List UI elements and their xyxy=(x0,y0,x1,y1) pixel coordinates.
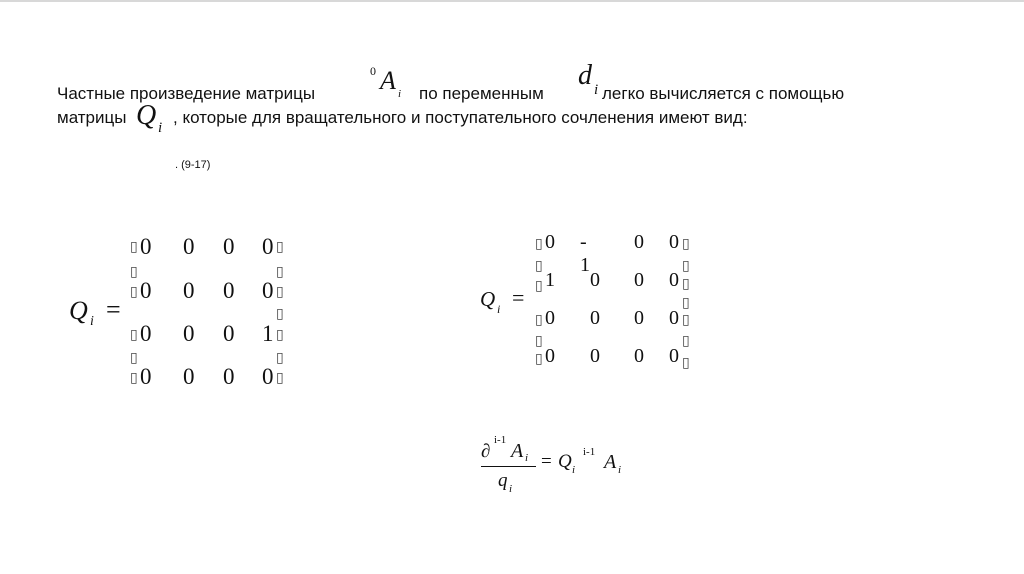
matrix-right-equals: = xyxy=(512,285,525,310)
matrix-cell: 0 xyxy=(545,231,555,253)
matrix-cell: 0 xyxy=(590,269,600,291)
bracket-left: ▯ xyxy=(535,258,543,274)
matrix-left-Q: Q xyxy=(69,296,88,325)
matrix-cell: 0 xyxy=(634,269,644,291)
matrix-cell: 0 xyxy=(140,234,152,259)
bracket-left: ▯ xyxy=(535,333,543,349)
rhs-Q: Q xyxy=(558,451,572,472)
A-subscript: i xyxy=(398,88,402,100)
d-symbol: d xyxy=(578,60,592,91)
A-superscript: 0 xyxy=(370,64,376,78)
numerator-superscript: i-1 xyxy=(494,434,507,446)
bracket-right: ▯ xyxy=(682,355,690,371)
d-subscript: i xyxy=(594,82,599,98)
bracket-right: ▯ xyxy=(276,370,284,386)
matrix-cell: 0 xyxy=(545,345,555,367)
bracket-left: ▯ xyxy=(130,239,138,255)
bracket-right: ▯ xyxy=(682,312,690,328)
bracket-left: ▯ xyxy=(535,351,543,367)
bracket-left: ▯ xyxy=(535,312,543,328)
fraction-bar xyxy=(481,466,536,467)
bracket-right: ▯ xyxy=(276,327,284,343)
bracket-left: ▯ xyxy=(535,236,543,252)
paragraph-line1-middle: по переменным xyxy=(419,84,544,103)
matrix-cell: 0 xyxy=(140,321,152,346)
matrix-cell: 0 xyxy=(262,234,274,259)
bracket-right: ▯ xyxy=(276,284,284,300)
bracket-right: ▯ xyxy=(276,264,284,280)
paragraph-line2-end: , которые для вращательного и поступательного сочленения имеют вид: xyxy=(173,108,748,127)
denominator-q-subscript: i xyxy=(509,483,513,495)
denominator-q: q xyxy=(498,470,508,491)
matrix-cell: 0 xyxy=(590,307,600,329)
paragraph-line1-end: легко вычисляется с помощью xyxy=(602,84,845,103)
partial-symbol: ∂ xyxy=(481,441,491,462)
bracket-right: ▯ xyxy=(682,333,690,349)
matrix-cell: 0 xyxy=(634,231,644,253)
matrix-right-Q-subscript: i xyxy=(497,302,501,316)
numerator-A: A xyxy=(511,440,524,462)
bracket-right: ▯ xyxy=(682,258,690,274)
bracket-left: ▯ xyxy=(130,264,138,280)
matrix-cell: 1 xyxy=(545,269,555,291)
paragraph-line1-start: Частные произведение матрицы xyxy=(57,84,316,103)
matrix-cell: 0 xyxy=(223,278,235,303)
matrix-right-Q: Q xyxy=(480,287,496,311)
rhs-Q-subscript: i xyxy=(572,464,576,476)
matrix-cell: 0 xyxy=(140,278,152,303)
matrix-cell: 0 xyxy=(223,321,235,346)
matrix-cell: 0 xyxy=(545,307,555,329)
derivative-equals: = xyxy=(541,451,552,472)
matrix-cell: 0 xyxy=(634,307,644,329)
matrix-left-Q-subscript: i xyxy=(90,314,94,329)
matrix-cell: 0 xyxy=(223,234,235,259)
matrix-cell: 0 xyxy=(590,345,600,367)
A-symbol: A xyxy=(380,66,396,95)
paragraph-line2-start: матрицы xyxy=(57,108,127,127)
matrix-cell: 0 xyxy=(183,278,195,303)
matrix-cell: 0 xyxy=(262,364,274,389)
bracket-right: ▯ xyxy=(276,306,284,322)
bracket-right: ▯ xyxy=(276,350,284,366)
matrix-cell: 0 xyxy=(223,364,235,389)
Q-subscript: i xyxy=(158,120,163,136)
Q-symbol: Q xyxy=(136,100,157,131)
bracket-right: ▯ xyxy=(682,236,690,252)
equation-reference: . (9-17) xyxy=(175,159,211,171)
bracket-right: ▯ xyxy=(682,276,690,292)
rhs-superscript: i-1 xyxy=(583,446,596,458)
matrix-cell: 0 xyxy=(183,364,195,389)
bracket-left: ▯ xyxy=(130,370,138,386)
matrix-left-equals: = xyxy=(106,295,121,324)
bracket-right: ▯ xyxy=(276,239,284,255)
matrix-cell: 0 xyxy=(183,234,195,259)
matrix-cell: 0 xyxy=(183,321,195,346)
matrix-cell: 0 xyxy=(140,364,152,389)
matrix-cell: 0 xyxy=(634,345,644,367)
bracket-left: ▯ xyxy=(130,327,138,343)
matrix-cell: 1 xyxy=(262,321,274,346)
matrix-cell: - 1 xyxy=(580,231,590,276)
top-border xyxy=(0,0,1024,2)
bracket-left: ▯ xyxy=(130,284,138,300)
rhs-A: A xyxy=(604,451,617,473)
matrix-cell: 0 xyxy=(669,345,679,367)
matrix-cell: 0 xyxy=(669,307,679,329)
bracket-left: ▯ xyxy=(535,278,543,294)
bracket-right: ▯ xyxy=(682,295,690,311)
rhs-A-subscript: i xyxy=(618,464,622,476)
matrix-cell: 0 xyxy=(262,278,274,303)
numerator-A-subscript: i xyxy=(525,452,529,464)
matrix-cell: 0 xyxy=(669,231,679,253)
matrix-cell: 0 xyxy=(669,269,679,291)
bracket-left: ▯ xyxy=(130,350,138,366)
